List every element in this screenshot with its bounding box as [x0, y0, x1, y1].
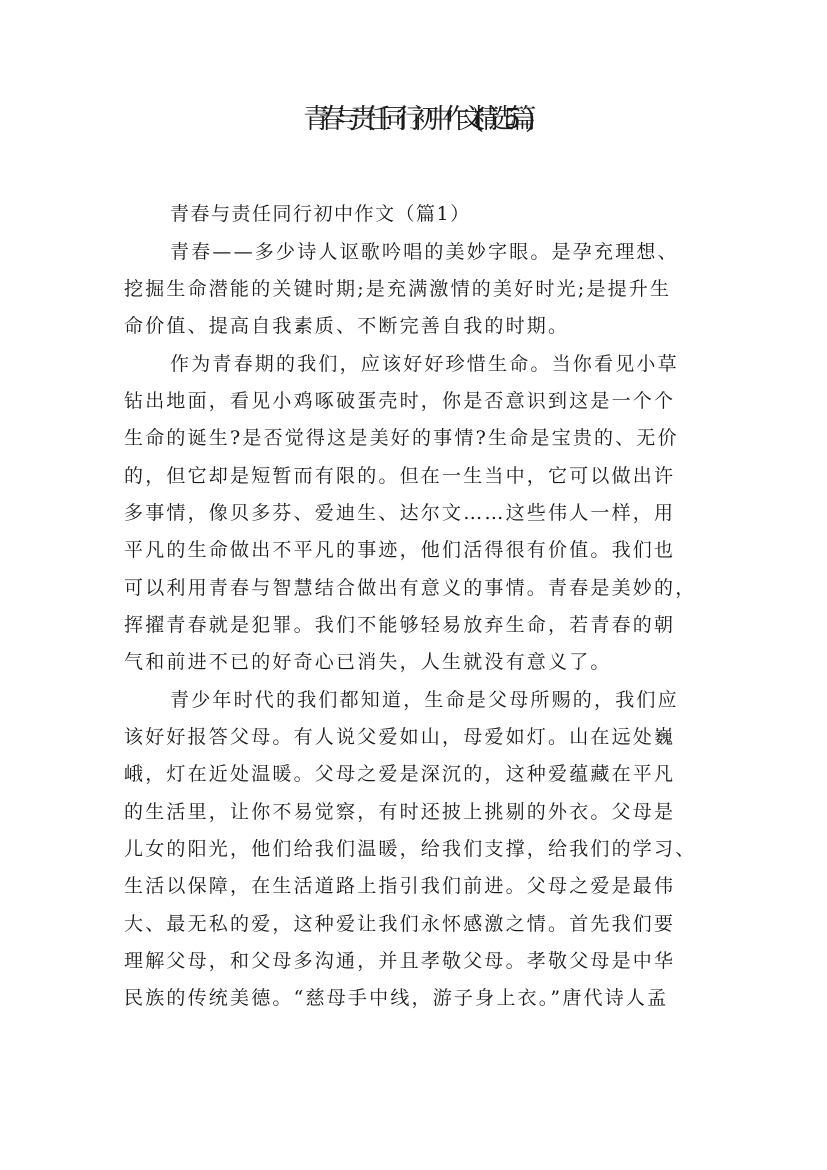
- paragraph-line: 生命的诞生?是否觉得这是美好的事情?生命是宝贵的、无价: [124, 427, 679, 449]
- paragraph-line: 气和前进不已的好奇心已消失，人生就没有意义了。: [124, 651, 612, 673]
- paragraph-line: 该好好报答父母。有人说父爱如山，母爱如灯。山在远处巍: [124, 726, 676, 748]
- paragraph-line: 的，但它却是短暂而有限的。但在一生当中，它可以做出许: [124, 465, 676, 487]
- paragraph-line: 理解父母，和父母多沟通，并且孝敬父母。孝敬父母是中华: [124, 950, 676, 972]
- paragraph-line: 儿女的阳光，他们给我们温暖，给我们支撑，给我们的学习、: [124, 838, 697, 860]
- paragraph-line: 的生活里，让你不易觉察，有时还披上挑剔的外衣。父母是: [124, 801, 676, 823]
- paragraph-line: 挥擢青春就是犯罪。我们不能够轻易放弃生命，若青春的朝: [124, 614, 676, 636]
- paragraph-line: 民族的传统美德。“慈母手中线，游子身上衣。”唐代诗人孟: [124, 987, 669, 1009]
- paragraph-line: 大、最无私的爱，这种爱让我们永怀感激之情。首先我们要: [124, 913, 676, 935]
- document-title: 青春与责任同行初中作文(精选5篇): [303, 104, 524, 135]
- paragraph-line: 多事情，像贝多芬、爱迪生、达尔文……这些伟人一样，用: [124, 502, 676, 524]
- paragraph-line: 平凡的生命做出不平凡的事迹，他们活得很有价值。我们也: [124, 539, 676, 561]
- section-heading: 青春与责任同行初中作文（篇1）: [170, 203, 471, 225]
- paragraph-line: 生活以保障，在生活道路上指引我们前进。父母之爱是最伟: [124, 875, 676, 897]
- paragraph-line: 青春——多少诗人讴歌吟唱的美妙字眼。是孕充理想、: [170, 241, 679, 263]
- paragraph-line: 命价值、提高自我素质、不断完善自我的时期。: [124, 315, 570, 337]
- paragraph-line: 青少年时代的我们都知道，生命是父母所赐的，我们应: [170, 689, 679, 711]
- paragraph-line: 作为青春期的我们，应该好好珍惜生命。当你看见小草: [170, 353, 679, 375]
- paragraph-line: 峨，灯在近处温暖。父母之爱是深沉的，这种爱蕴藏在平凡: [124, 763, 676, 785]
- paragraph-line: 钻出地面，看见小鸡啄破蛋壳时，你是否意识到这是一个个: [124, 390, 676, 412]
- paragraph-line: 挖掘生命潜能的关键时期;是充满激情的美好时光;是提升生: [124, 278, 672, 300]
- paragraph-line: 可以利用青春与智慧结合做出有意义的事情。青春是美妙的，: [124, 577, 697, 599]
